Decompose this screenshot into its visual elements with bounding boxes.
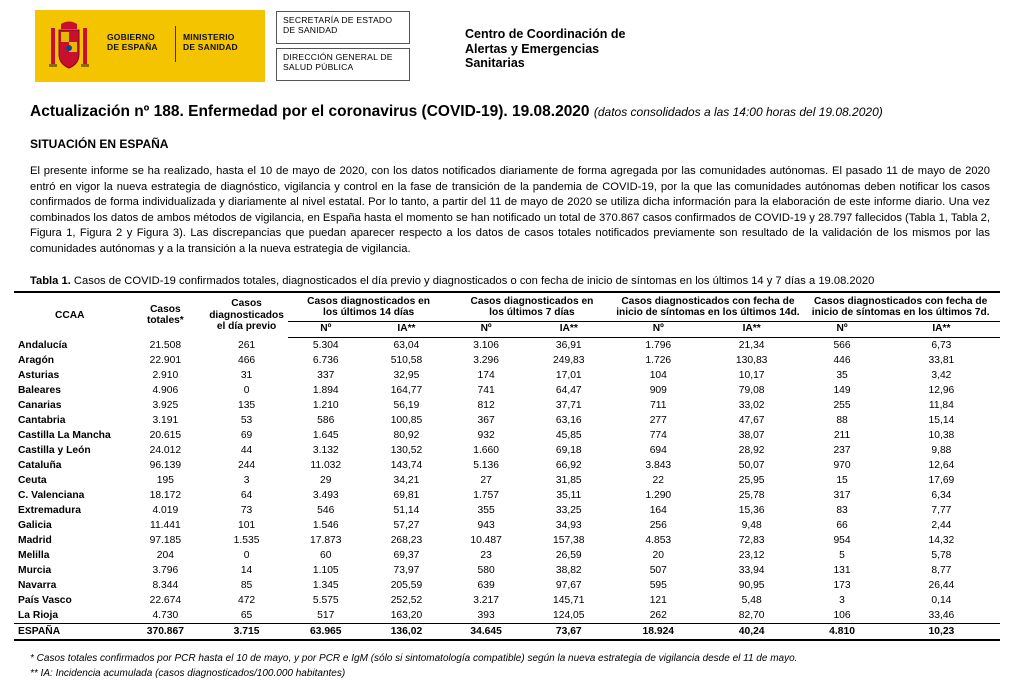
ccaa-name-cell: C. Valenciana [18,490,85,501]
subheader-ia: IA** [883,322,1000,338]
value-cell: 1.645 [312,430,339,441]
header-sintomas-7d: Casos diagnosticados con fecha de inicio de síntomas en los últimos 7d. [801,292,1000,322]
value-cell: 82,70 [738,610,765,621]
value-cell: 595 [649,580,667,591]
value-cell: 65 [240,610,253,621]
header-previo: Casos diagnosticados el día previo [209,298,284,332]
value-cell: 1.546 [312,520,339,531]
value-cell: 32,95 [393,370,420,381]
table-footnotes [30,651,797,681]
ccaa-name-cell: Ceuta [18,475,47,486]
value-cell: 35,11 [556,490,582,501]
value-cell: 57,27 [393,520,420,531]
value-cell: 174 [477,370,495,381]
value-cell: 909 [649,385,667,396]
value-cell: 121 [649,595,667,606]
header-sintomas-14d: Casos diagnosticados con fecha de inicio de síntomas en los últimos 14d. [615,292,802,322]
table-total-row [14,624,1000,641]
value-cell: 2.910 [152,370,179,381]
value-cell: 44 [240,445,253,456]
value-cell: 3 [839,595,845,606]
value-cell: 1.535 [233,535,260,546]
value-cell: 37,71 [555,400,582,411]
value-cell: 18.172 [149,490,182,501]
value-cell: 22.901 [149,355,182,366]
ccaa-name-cell: Baleares [18,385,61,396]
table-row [14,488,1000,503]
value-cell: 1.105 [312,565,339,576]
value-cell: 145,71 [553,595,585,606]
covid-cases-table [14,291,1000,641]
value-cell: 12,96 [928,385,955,396]
value-cell: 51,14 [393,505,420,516]
value-cell: 60 [320,550,332,561]
value-cell: 80,92 [393,430,420,441]
value-cell: 21.508 [149,339,182,351]
ccaa-name-cell: Murcia [18,565,52,576]
table-row [14,413,1000,428]
table-row [14,398,1000,413]
value-cell: 31,85 [555,475,582,486]
value-cell: 472 [237,595,256,606]
ccaa-name-cell: Melilla [18,550,50,561]
subheader-ia: IA** [702,322,801,338]
value-cell: 3.132 [312,445,339,456]
value-cell: 195 [156,475,174,486]
value-cell: 6,34 [931,490,952,501]
value-cell: 1.757 [473,490,499,501]
ccaa-name-cell: Cataluña [18,460,62,471]
ccaa-name-cell: Cantabria [18,415,66,426]
value-cell: 4.853 [645,535,672,546]
value-cell: 9,88 [931,445,952,456]
table-caption [30,275,874,287]
value-cell: 261 [237,339,256,351]
value-cell: 6.736 [312,355,339,366]
value-cell: 14,32 [928,535,955,546]
header-7-dias: Casos diagnosticados en los últimos 7 días [449,292,614,322]
subheader-n: Nº [615,322,702,338]
value-cell: 25,78 [738,490,765,501]
value-cell: 970 [833,460,851,471]
value-cell: 11.032 [310,460,342,471]
value-cell: 131 [833,565,851,576]
value-cell: 1.660 [473,445,499,456]
value-cell: 15,36 [738,505,765,516]
value-cell: 1.796 [645,340,672,351]
value-cell: 29 [320,475,332,486]
value-cell: 35 [836,370,848,381]
ccaa-name-cell: Aragón [18,355,55,366]
value-cell: 5,78 [931,550,952,561]
value-cell: 255 [833,400,851,411]
value-cell: 38,07 [738,430,765,441]
value-cell: 56,19 [393,400,420,411]
table-row [14,593,1000,608]
value-cell: 205,59 [390,580,423,591]
value-cell: 24.012 [149,445,182,456]
value-cell: 149 [833,385,851,396]
table-row [14,578,1000,593]
value-cell: 932 [477,430,495,441]
footnote-casos-totales: * Casos totales confirmados por PCR hasta el 10 de mayo, y por PCR e IgM (sólo si sintomatología compatible) según la nueva estrategia de vigilancia desde el 11 de mayo. [30,653,798,664]
value-cell: 14 [240,565,253,576]
value-cell: 0,14 [931,595,952,606]
subheader-ia: IA** [364,322,450,338]
table-row [14,518,1000,533]
value-cell: 1.210 [312,400,339,411]
value-cell: 17,69 [928,475,955,486]
total-label-cell: ESPAÑA [14,624,126,641]
logo-divider [175,26,176,62]
section-heading: SITUACIÓN EN ESPAÑA [30,137,169,151]
value-cell: 50,07 [738,460,765,471]
value-cell: 8.344 [152,580,179,591]
value-cell: 90,95 [738,580,765,591]
subheader-n: Nº [801,322,882,338]
value-cell: 694 [649,445,667,456]
ccaa-name-cell: La Rioja [18,610,59,621]
value-cell: 66 [836,520,848,531]
value-cell: 9,48 [741,520,762,531]
value-cell: 130,83 [735,355,768,366]
ccaa-name-cell: Andalucía [18,339,68,351]
value-cell: 3.843 [645,460,672,471]
table-caption-label: Tabla 1. [30,275,71,287]
value-cell: 124,05 [553,610,585,621]
header-ccaa: CCAA [55,309,85,321]
value-cell: 5.304 [312,340,339,351]
table-body [14,338,1000,624]
value-cell: 256 [649,520,667,531]
value-cell: 5,48 [741,595,762,606]
value-cell: 33,46 [928,610,955,621]
value-cell: 33,81 [928,355,955,366]
value-cell: 22 [652,475,665,486]
total-value-cell: 3.715 [205,624,288,641]
value-cell: 83 [836,505,848,516]
value-cell: 3.217 [473,595,499,606]
value-cell: 10,17 [738,370,765,381]
value-cell: 17,01 [555,370,582,381]
value-cell: 4.730 [152,610,179,621]
table-row [14,548,1000,563]
total-value-cell: 4.810 [801,624,882,641]
subheader-n: Nº [449,322,523,338]
value-cell: 237 [833,445,851,456]
value-cell: 2,44 [931,520,952,531]
value-cell: 20.615 [149,430,182,441]
total-value-cell: 40,24 [702,624,801,641]
value-cell: 22.674 [149,595,182,606]
value-cell: 277 [649,415,667,426]
ccaa-name-cell: Extremadura [18,505,81,516]
table-row [14,443,1000,458]
value-cell: 72,83 [738,535,765,546]
direccion-box: DIRECCIÓN GENERAL DE SALUD PÚBLICA [276,48,410,81]
value-cell: 79,08 [738,385,765,396]
table-row [14,608,1000,624]
secretaria-box: SECRETARÍA DE ESTADO DE SANIDAD [276,11,410,44]
value-cell: 317 [833,490,851,501]
value-cell: 85 [240,580,253,591]
value-cell: 63,16 [555,415,582,426]
total-value-cell: 370.867 [126,624,206,641]
value-cell: 33,25 [555,505,582,516]
table-row [14,533,1000,548]
value-cell: 104 [649,370,667,381]
value-cell: 3.493 [312,490,339,501]
value-cell: 15 [836,475,848,486]
value-cell: 4.019 [152,505,179,516]
value-cell: 34,93 [555,520,582,531]
value-cell: 164 [649,505,667,516]
value-cell: 143,74 [390,460,423,471]
value-cell: 27 [480,475,492,486]
value-cell: 47,67 [738,415,765,426]
title-text: Actualización nº 188. Enfermedad por el coronavirus (COVID-19). 19.08.2020 [30,103,590,120]
value-cell: 741 [477,385,495,396]
value-cell: 10.487 [470,535,502,546]
value-cell: 69,37 [393,550,420,561]
value-cell: 10,38 [928,430,955,441]
value-cell: 1.894 [312,385,339,396]
ccaa-name-cell: Madrid [18,535,52,546]
ccaa-name-cell: Castilla y León [18,445,91,456]
value-cell: 244 [237,460,256,471]
value-cell: 88 [836,415,848,426]
table-row [14,458,1000,473]
value-cell: 507 [649,565,667,576]
table-caption-text: Casos de COVID-19 confirmados totales, diagnosticados el día previo y diagnosticados o con fecha de inicio de síntomas en los últimos 14 y 7 días a 19.08.2020 [70,275,875,287]
value-cell: 3.925 [152,400,179,411]
table-row [14,368,1000,383]
value-cell: 26,44 [928,580,955,591]
ccaa-name-cell: Asturias [18,370,60,381]
value-cell: 96.139 [149,460,182,471]
value-cell: 101 [237,520,256,531]
value-cell: 3 [243,475,250,486]
value-cell: 1.345 [312,580,339,591]
ccaa-name-cell: Castilla La Mancha [18,430,111,441]
value-cell: 73,97 [393,565,420,576]
value-cell: 11,84 [928,400,954,411]
value-cell: 157,38 [553,535,585,546]
value-cell: 45,85 [555,430,582,441]
value-cell: 6,73 [931,340,952,351]
table-row [14,353,1000,368]
value-cell: 3.296 [473,355,499,366]
value-cell: 3.796 [152,565,179,576]
value-cell: 711 [650,400,667,411]
value-cell: 639 [477,580,495,591]
value-cell: 337 [317,370,335,381]
value-cell: 5.136 [473,460,499,471]
value-cell: 66,92 [555,460,582,471]
value-cell: 774 [649,430,667,441]
page-title [30,103,883,121]
value-cell: 11.441 [149,520,181,531]
value-cell: 262 [649,610,667,621]
value-cell: 268,23 [390,535,423,546]
value-cell: 73 [240,505,253,516]
table-row [14,563,1000,578]
value-cell: 33,94 [738,565,765,576]
table-row [14,338,1000,354]
value-cell: 7,77 [931,505,952,516]
table-row [14,383,1000,398]
value-cell: 173 [833,580,851,591]
total-value-cell: 18.924 [615,624,702,641]
value-cell: 130,52 [390,445,423,456]
value-cell: 17.873 [310,535,342,546]
value-cell: 3.191 [152,415,179,426]
value-cell: 8,77 [931,565,952,576]
value-cell: 393 [477,610,495,621]
header-14-dias: Casos diagnosticados en los últimos 14 días [288,292,449,322]
value-cell: 510,58 [390,355,423,366]
value-cell: 249,83 [553,355,585,366]
value-cell: 5.575 [312,595,339,606]
value-cell: 5 [839,550,845,561]
value-cell: 20 [652,550,665,561]
value-cell: 69 [240,430,253,441]
value-cell: 64 [240,490,253,501]
value-cell: 252,52 [390,595,423,606]
value-cell: 34,21 [393,475,420,486]
value-cell: 586 [317,415,335,426]
value-cell: 63,04 [393,340,420,351]
total-value-cell: 10,23 [883,624,1000,641]
total-value-cell: 34.645 [449,624,523,641]
value-cell: 3.106 [473,340,499,351]
total-value-cell: 63.965 [288,624,364,641]
total-value-cell: 136,02 [364,624,450,641]
value-cell: 135 [237,400,256,411]
value-cell: 3,42 [931,370,952,381]
intro-paragraph: El presente informe se ha realizado, hasta el 10 de mayo de 2020, con los datos notificados diariamente de forma agregada por las comunidades autónomas. El pasado 11 de mayo de 2020 entró en vigor la nueva estrategia de diagnóstico, vigilancia y control en la fase de transición de la pandemia de COVID-19, por la que las comunidades autónomas deben notificar los casos confirmados de forma individualizada y diariamente al nivel estatal. Por lo tanto, a partir del 11 de mayo de 2020 se utiliza dicha información para la elaboración de este informe diario. Una vez combinados los datos de ambos métodos de vigilancia, en España hasta el momento se han notificado un total de 370.867 casos confirmados de COVID-19 y 28.797 fallecidos (Tabla 1, Tabla 2, Figura 1, Figura 2 y Figura 3). Las discrepancias que puedan aparecer respecto a los datos de casos totales notificados previamente son resultado de la validación de los mismos por las comunidades autónomas y a la transición a la nueva estrategia de vigilancia. [30,165,991,255]
ccaa-name-cell: País Vasco [18,595,72,606]
value-cell: 517 [317,610,335,621]
table-header-row [14,292,1000,322]
government-logo [35,10,265,82]
value-cell: 97.185 [149,535,182,546]
value-cell: 21,34 [738,340,765,351]
value-cell: 446 [833,355,851,366]
table-row [14,473,1000,488]
value-cell: 36,91 [555,340,582,351]
subheader-n: Nº [288,322,364,338]
value-cell: 15,14 [928,415,955,426]
value-cell: 164,77 [390,385,423,396]
header-totales: Casos totales* [146,303,184,327]
value-cell: 31 [240,370,253,381]
value-cell: 1.726 [645,355,672,366]
value-cell: 4.906 [152,385,179,396]
value-cell: 367 [477,415,495,426]
value-cell: 466 [237,355,256,366]
value-cell: 954 [833,535,851,546]
value-cell: 163,20 [390,610,423,621]
value-cell: 943 [477,520,495,531]
value-cell: 211 [833,430,851,441]
value-cell: 53 [240,415,253,426]
value-cell: 26,59 [555,550,582,561]
value-cell: 38,82 [555,565,582,576]
centro-coordinacion-title: Centro de Coordinación de Alertas y Emergencias Sanitarias [465,27,626,70]
table-row [14,428,1000,443]
ccaa-name-cell: Galicia [18,520,52,531]
value-cell: 355 [477,505,495,516]
value-cell: 100,85 [390,415,423,426]
subheader-ia: IA** [523,322,615,338]
value-cell: 106 [833,610,851,621]
value-cell: 28,92 [738,445,765,456]
value-cell: 23 [480,550,492,561]
value-cell: 97,67 [555,580,582,591]
value-cell: 0 [243,385,250,396]
value-cell: 69,18 [555,445,582,456]
value-cell: 1.290 [645,490,672,501]
ccaa-name-cell: Canarias [18,400,62,411]
value-cell: 23,12 [738,550,765,561]
total-value-cell: 73,67 [523,624,615,641]
coat-of-arms-icon [47,20,91,72]
title-note: (datos consolidados a las 14:00 horas del 19.08.2020) [593,105,883,119]
value-cell: 580 [477,565,495,576]
value-cell: 33,02 [738,400,765,411]
ministerio-label: MINISTERIO DE SANIDAD [183,32,238,52]
table-row [14,503,1000,518]
value-cell: 812 [477,400,495,411]
value-cell: 12,64 [928,460,955,471]
value-cell: 566 [833,340,851,351]
value-cell: 204 [156,550,174,561]
ccaa-name-cell: Navarra [18,580,57,591]
value-cell: 64,47 [555,385,582,396]
value-cell: 546 [317,505,335,516]
gobierno-label: GOBIERNO DE ESPAÑA [107,32,158,52]
value-cell: 69,81 [393,490,420,501]
value-cell: 0 [243,550,250,561]
value-cell: 25,95 [738,475,765,486]
footnote-ia: ** IA: Incidencia acumulada (casos diagnosticados/100.000 habitantes) [30,668,346,679]
